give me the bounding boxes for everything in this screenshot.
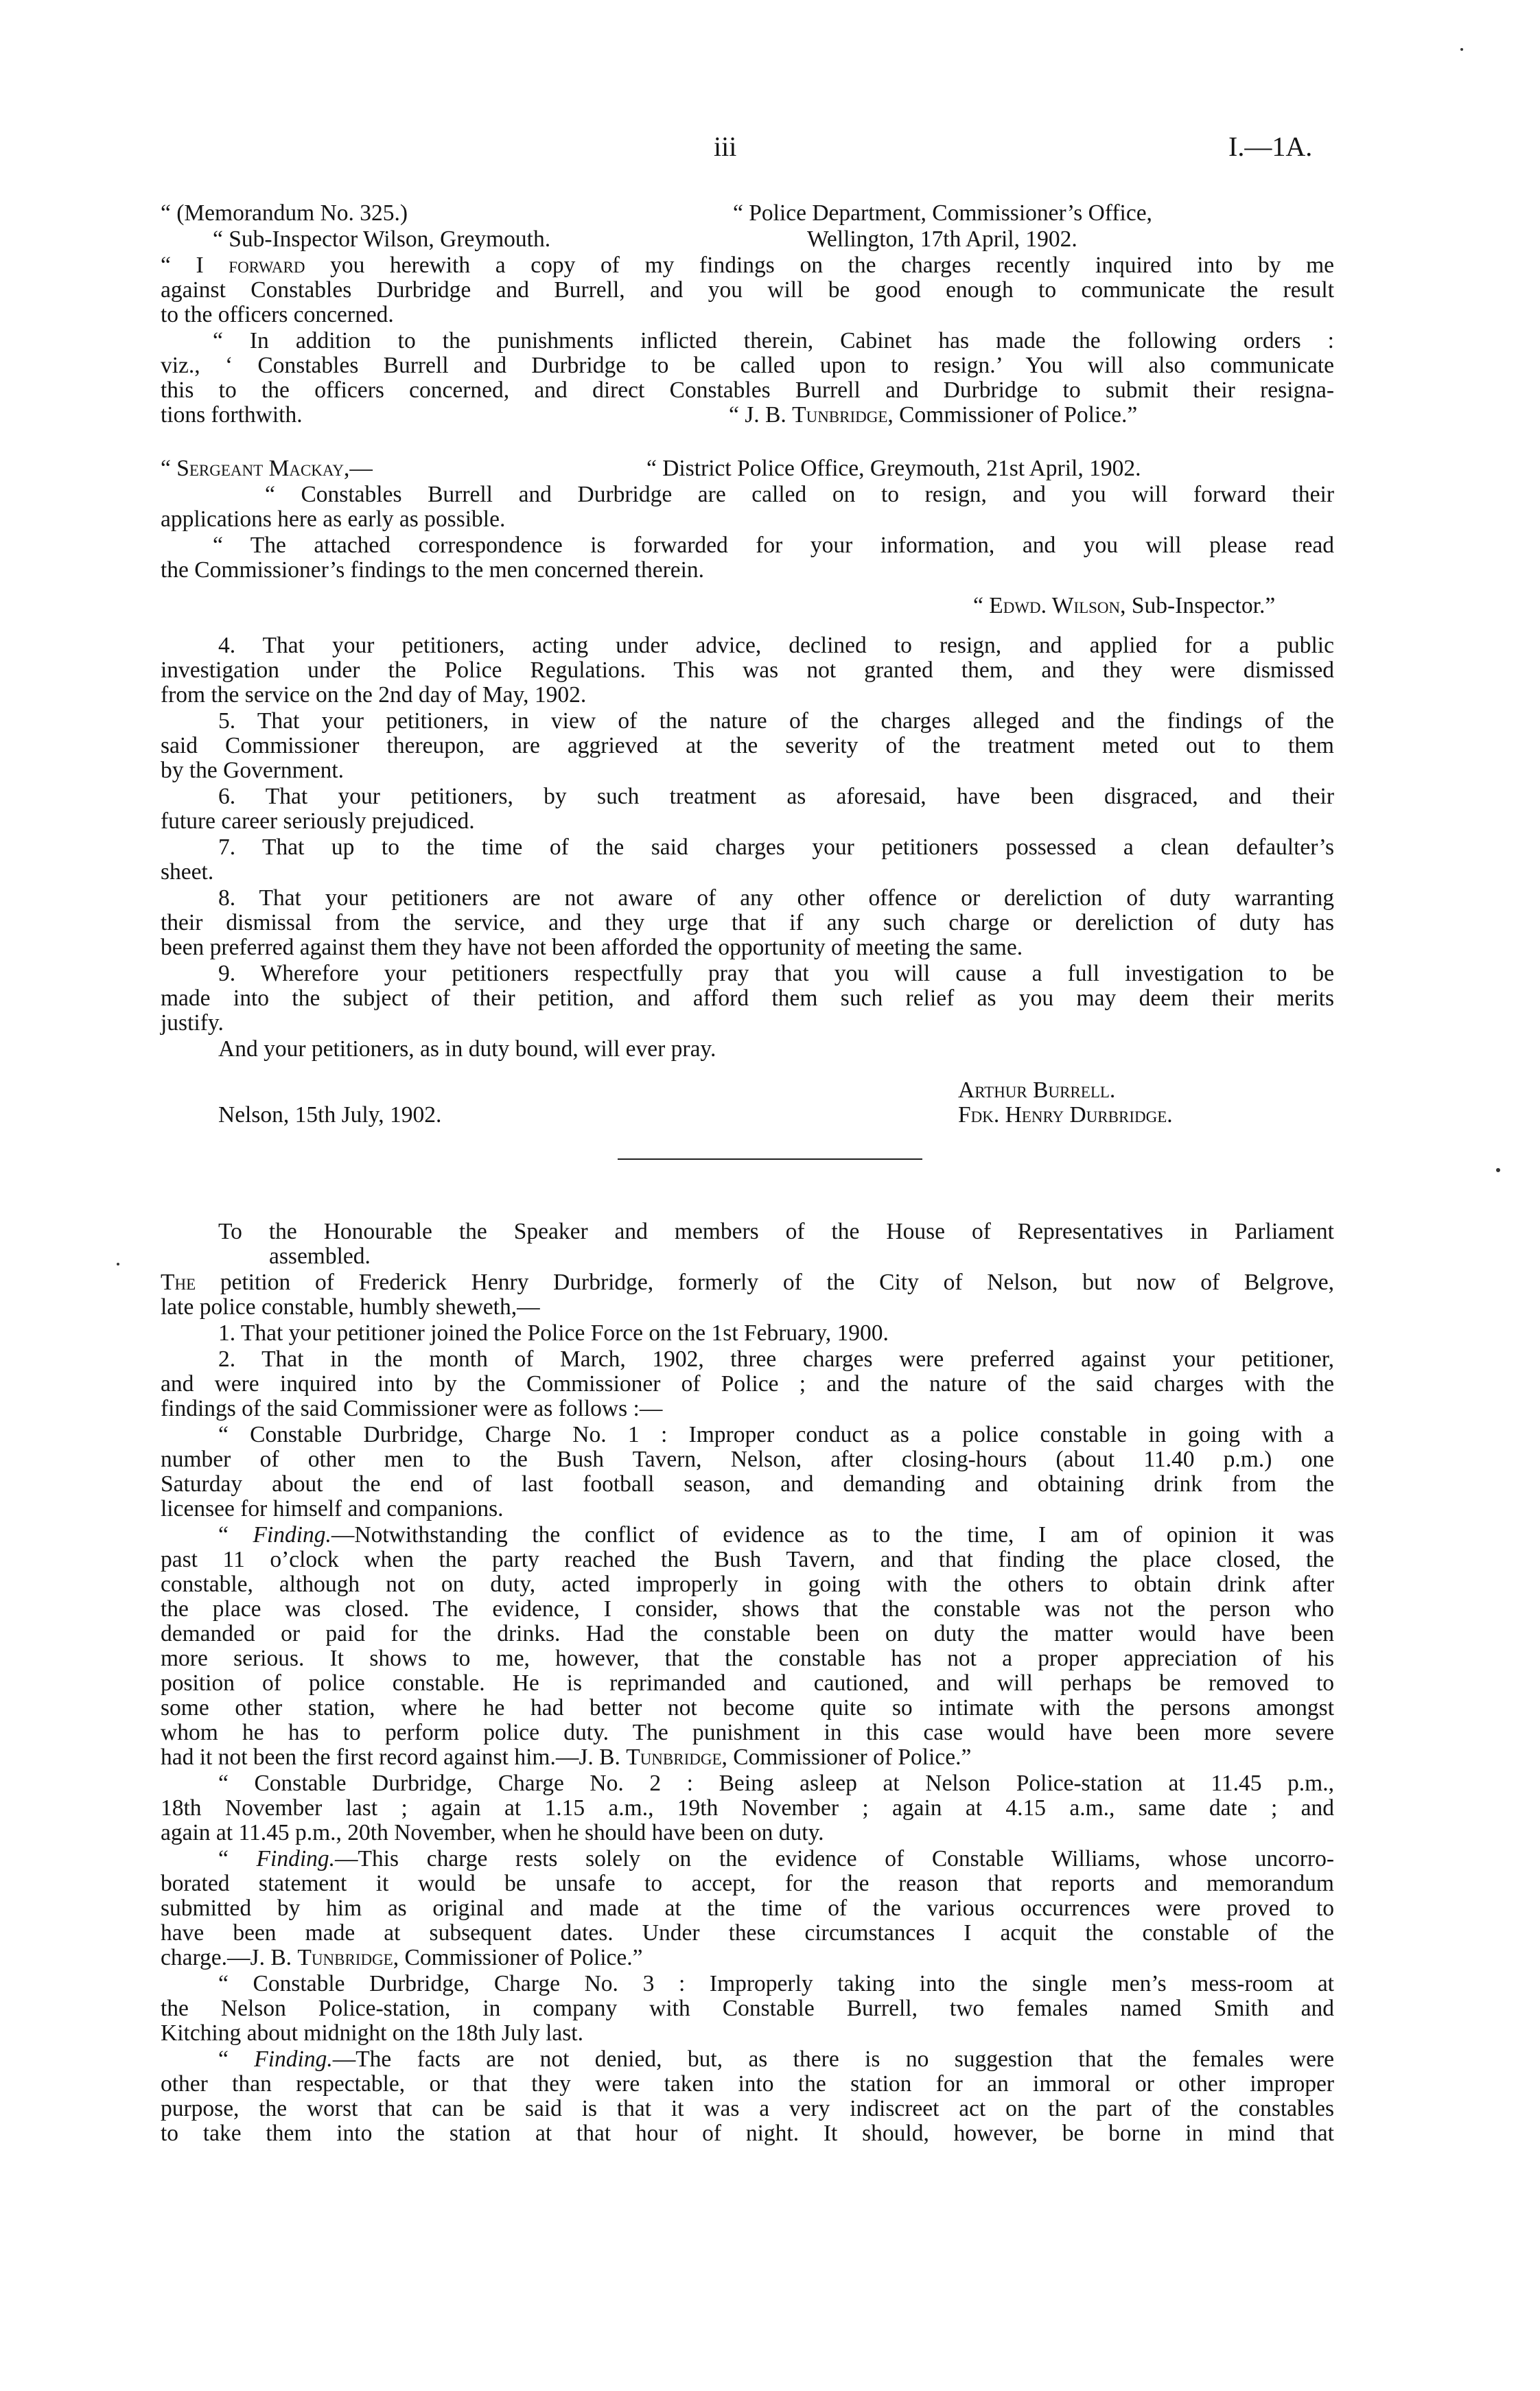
memo-paragraph-line: this to the officers concerned, and direct Constables Burrell and Durbridge to submit their resigna-	[161, 377, 1334, 403]
petition-paragraph-line: justify.	[161, 1010, 224, 1036]
memo-signature: “ J. B. Tunbridge, Commissioner of Police.”	[729, 402, 1138, 428]
section-divider	[618, 1158, 922, 1160]
finding-text-line: purpose, the worst that can be said is that it was a very indiscreet act on the part of the constables	[161, 2096, 1334, 2121]
memo-date: Wellington, 17th April, 1902.	[807, 226, 1077, 252]
petition-paragraph-line: future career seriously prejudiced.	[161, 808, 475, 834]
sergeant-address: “ Sergeant Mackay,—	[161, 456, 373, 481]
finding-text-line: “ Finding.—This charge rests solely on the evidence of Constable Williams, whose uncorro-	[218, 1846, 1334, 1871]
margin-speck	[1496, 1168, 1500, 1172]
petition-address-line: To the Honourable the Speaker and members of the House of Representatives in Parliament	[218, 1219, 1334, 1244]
petition2-paragraph-line: findings of the said Commissioner were as follows :—	[161, 1396, 663, 1421]
charge-text-line: Saturday about the end of last football season, and demanding and obtaining drink from the	[161, 1471, 1334, 1497]
memo-paragraph-line: tions forthwith.	[161, 402, 303, 428]
charge-text-line: again at 11.45 p.m., 20th November, when he should have been on duty.	[161, 1820, 824, 1845]
petition-paragraph-line: by the Government.	[161, 758, 345, 783]
petition2-paragraph-line: 1. That your petitioner joined the Police Force on the 1st February, 1900.	[218, 1320, 889, 1346]
petition-paragraph-line: sheet.	[161, 859, 214, 885]
sergeant-signature: “ Edwd. Wilson, Sub-Inspector.”	[973, 593, 1276, 618]
petition-paragraph-line: from the service on the 2nd day of May, 1902.	[161, 682, 587, 708]
petition-paragraph-line: 9. Wherefore your petitioners respectfully pray that you will cause a full investigation to be	[218, 961, 1334, 986]
memo-paragraph-line: against Constables Durbridge and Burrell, and you will be good enough to communicate the result	[161, 277, 1334, 303]
document-reference: I.—1A.	[1228, 131, 1313, 162]
charge-text-line: licensee for himself and companions.	[161, 1496, 504, 1521]
sergeant-paragraph-line: “ Constables Burrell and Durbridge are called on to resign, and you will forward their	[265, 482, 1334, 507]
petition-paragraph-line: made into the subject of their petition, and afford them such relief as you may deem their merits	[161, 985, 1334, 1011]
petition-intro-line: The petition of Frederick Henry Durbridge, formerly of the City of Nelson, but now of Belgrove,	[161, 1270, 1334, 1295]
finding-text-line: submitted by him as original and made at the time of the various occurrences were proved to	[161, 1896, 1334, 1921]
finding-text-line: position of police constable. He is reprimanded and cautioned, and will perhaps be removed to	[161, 1670, 1334, 1696]
petition-intro-line: late police constable, humbly sheweth,—	[161, 1294, 540, 1320]
finding-text-line: to take them into the station at that hour of night. It should, however, be borne in mind that	[161, 2121, 1334, 2146]
finding-text-line: constable, although not on duty, acted improperly in going with the others to obtain drink after	[161, 1572, 1334, 1597]
finding-text-line: more serious. It shows to me, however, that the constable has not a proper appreciation of his	[161, 1646, 1334, 1671]
petition-place-date: Nelson, 15th July, 1902.	[218, 1102, 442, 1128]
petition-paragraph-line: been preferred against them they have not been afforded the opportunity of meeting the same.	[161, 935, 1023, 960]
petition2-paragraph-line: 2. That in the month of March, 1902, three charges were preferred against your petitioner,	[218, 1346, 1334, 1372]
finding-text-line: borated statement it would be unsafe to accept, for the reason that reports and memorandum	[161, 1871, 1334, 1896]
petition-closing: And your petitioners, as in duty bound, will ever pray.	[218, 1036, 716, 1062]
finding-text-line: past 11 o’clock when the party reached the Bush Tavern, and that finding the place closed, the	[161, 1547, 1334, 1572]
finding-text-line: had it not been the first record against him.—J. B. Tunbridge, Commissioner of Police.”	[161, 1745, 972, 1770]
memo-paragraph-line: “ I forward you herewith a copy of my findings on the charges recently inquired into by me	[161, 253, 1334, 278]
sergeant-paragraph-line: applications here as early as possible.	[161, 506, 506, 532]
memo-office: “ Police Department, Commissioner’s Office,	[733, 200, 1152, 226]
memo-paragraph-line: “ In addition to the punishments inflicted therein, Cabinet has made the following orders :	[213, 328, 1334, 353]
petition-paragraph-line: 6. That your petitioners, by such treatment as aforesaid, have been disgraced, and their	[218, 784, 1334, 809]
memo-number: “ (Memorandum No. 325.)	[161, 200, 408, 226]
memo-recipient: “ Sub-Inspector Wilson, Greymouth.	[213, 226, 551, 252]
margin-speck	[117, 1263, 119, 1266]
finding-text-line: demanded or paid for the drinks. Had the constable been on duty the matter would have been	[161, 1621, 1334, 1646]
sergeant-office: “ District Police Office, Greymouth, 21st April, 1902.	[646, 456, 1141, 481]
petition-paragraph-line: 8. That your petitioners are not aware of any other offence or dereliction of duty warranting	[218, 885, 1334, 911]
finding-text-line: charge.—J. B. Tunbridge, Commissioner of Police.”	[161, 1945, 643, 1970]
petition-paragraph-line: their dismissal from the service, and they urge that if any such charge or dereliction of duty has	[161, 910, 1334, 935]
memo-paragraph-line: to the officers concerned.	[161, 302, 394, 327]
petition-address-line: assembled.	[269, 1244, 371, 1269]
signatory-henry-durbridge: Fdk. Henry Durbridge.	[958, 1102, 1173, 1128]
charge-text-line: the Nelson Police-station, in company with Constable Burrell, two females named Smith and	[161, 1996, 1334, 2021]
page-number: iii	[714, 131, 737, 162]
petition-paragraph-line: investigation under the Police Regulations. This was not granted them, and they were dismissed	[161, 657, 1334, 683]
petition-paragraph-line: 4. That your petitioners, acting under advice, declined to resign, and applied for a public	[218, 633, 1334, 658]
finding-text-line: other than respectable, or that they were taken into the station for an immoral or other improper	[161, 2071, 1334, 2097]
finding-text-line: whom he has to perform police duty. The punishment in this case would have been more severe	[161, 1720, 1334, 1745]
charge-text-line: “ Constable Durbridge, Charge No. 3 : Improperly taking into the single men’s mess-room at	[218, 1971, 1334, 1996]
memo-paragraph-line: viz., ‘ Constables Burrell and Durbridge to be called upon to resign.’ You will also communicate	[161, 353, 1334, 378]
charge-text-line: “ Constable Durbridge, Charge No. 1 : Improper conduct as a police constable in going with a	[218, 1422, 1334, 1447]
petition-paragraph-line: 5. That your petitioners, in view of the nature of the charges alleged and the findings of the	[218, 708, 1334, 734]
sergeant-paragraph-line: “ The attached correspondence is forwarded for your information, and you will please read	[213, 533, 1334, 558]
finding-text-line: “ Finding.—Notwithstanding the conflict of evidence as to the time, I am of opinion it was	[218, 1522, 1334, 1548]
charge-text-line: Kitching about midnight on the 18th July last.	[161, 2020, 583, 2046]
sergeant-paragraph-line: the Commissioner’s findings to the men concerned therein.	[161, 557, 705, 583]
finding-text-line: “ Finding.—The facts are not denied, but, as there is no suggestion that the females were	[218, 2046, 1334, 2072]
petition2-paragraph-line: and were inquired into by the Commissioner of Police ; and the nature of the said charges with the	[161, 1371, 1334, 1397]
charge-text-line: “ Constable Durbridge, Charge No. 2 : Being asleep at Nelson Police-station at 11.45 p.m.,	[218, 1771, 1334, 1796]
finding-text-line: some other station, where he had better not become quite so intimate with the persons amongst	[161, 1695, 1334, 1721]
petition-paragraph-line: said Commissioner thereupon, are aggrieved at the severity of the treatment meted out to them	[161, 733, 1334, 758]
charge-text-line: 18th November last ; again at 1.15 a.m., 19th November ; again at 4.15 a.m., same date ; and	[161, 1795, 1334, 1821]
signatory-arthur-burrell: Arthur Burrell.	[958, 1077, 1116, 1103]
margin-speck	[1460, 48, 1463, 51]
finding-text-line: the place was closed. The evidence, I consider, shows that the constable was not the person who	[161, 1596, 1334, 1622]
finding-text-line: have been made at subsequent dates. Under these circumstances I acquit the constable of the	[161, 1920, 1334, 1946]
petition-paragraph-line: 7. That up to the time of the said charges your petitioners possessed a clean defaulter’s	[218, 835, 1334, 860]
charge-text-line: number of other men to the Bush Tavern, Nelson, after closing-hours (about 11.40 p.m.) one	[161, 1447, 1334, 1472]
